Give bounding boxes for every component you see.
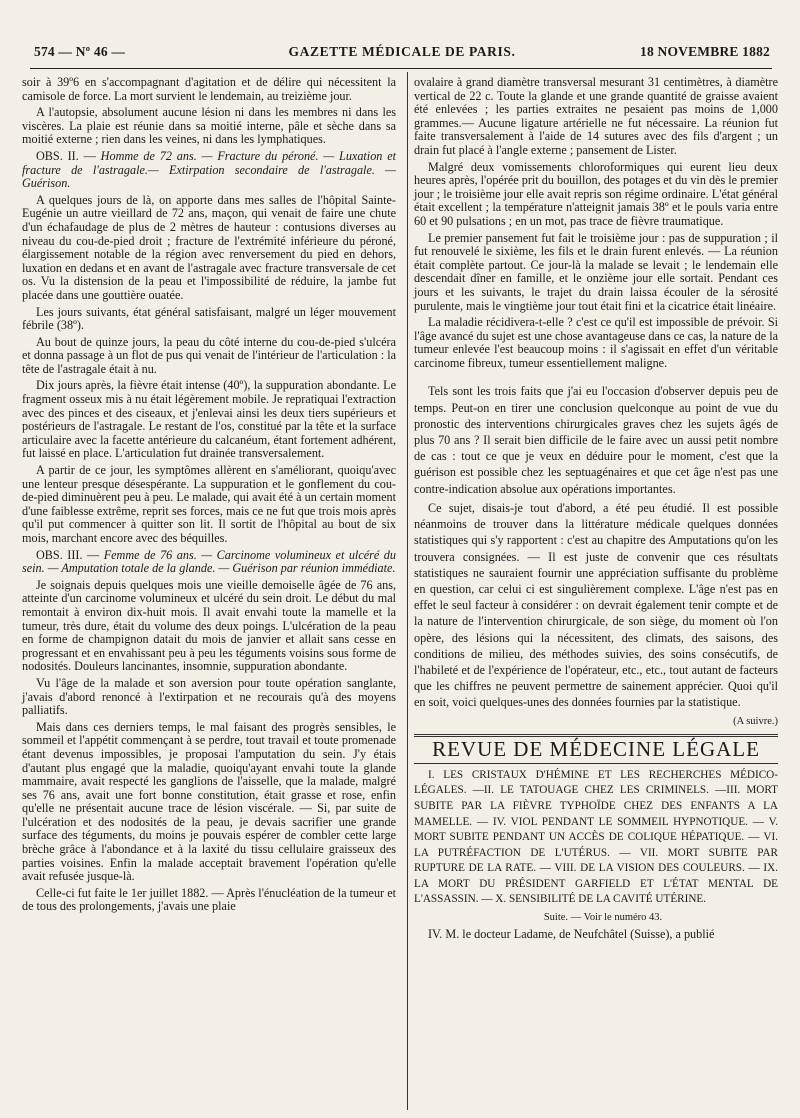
- paragraph: A partir de ce jour, les symptômes allèrent en s'améliorant, quoiqu'avec une lenteur presque désespérante. La suppuration et le gonflement du cou-de-pied diminuèrent peu à peu. Le malade, qui avait été à un certain moment d'une faiblesse extrême, reprit ses forces, mais ce ne fut que trois mois après qu'il put commencer à quitter son lit. Il sortit de l'hôpital au bout de six mois, marchant encore avec des béquilles.: [22, 463, 396, 545]
- paragraph: A quelques jours de là, on apporte dans mes salles de l'hôpital Sainte-Eugénie un autre vieillard de 72 ans, maçon, qui venait de faire une chute d'un échafaudage de plus de 2 mètres de hauteur : contusions diverses au niveau du cou-de-pied droit ; fracture de l'extrémité inférieure du péroné, élargissement notable de la région avec renversement du pied en dehors, luxation en dedans et en avant de l'astragale avec fracture transversale de cet os. Vu la distension de la peau et l'impossibilité de réduire, la jambe fut placée dans une gouttière ouatée.: [22, 192, 396, 302]
- suite-note: Suite. — Voir le numéro 43.: [543, 912, 663, 924]
- paragraph: Je soignais depuis quelques mois une vieille demoiselle âgée de 76 ans, atteinte d'un carcinome volumineux et ulcéré du sein droit. Le début du mal remontait à environ dix-huit mois. Il avait envahi toute la mamelle et la tumeur, très dure, était du volume des deux poings. L'ulcération de la peau en forme de champignon datait du mois de janvier et allait sans cesse en progressant et en envahissant peu à peu les téguments voisins sous forme de nodosités. Douleurs lancinantes, insomnie, suppuration abondante.: [22, 577, 396, 674]
- paragraph: Mais dans ces derniers temps, le mal faisant des progrès sensibles, le sommeil et l'appétit commençant à se perdre, tout travail et toute promenade étant devenus impossibles, je proposai l'amputation du sein. J'y étais d'autant plus engagé que la maladie, quoiqu'ayant envahi toute la glande mammaire, avait respecté les ganglions de l'aisselle, que la malade, malgré ses 76 ans, avait une fort bonne constitution, était grasse et rose, enfin qu'elle ne présentait aucune trace de lésion viscérale. — Si, par suite de l'ulcération et des nodosités de la peau, je devais sacrifier une grande surface des téguments, du moins je pouvais espérer de combler cette large brèche grâce à l'abondance et à la laxité du tissu cellulaire graisseux des parties voisines. Enfin la malade acceptait bravement l'opération qu'elle avait refusée jusque-là.: [22, 719, 396, 884]
- observation-title: Homme de 72 ans. — Fracture du péroné. — Luxation et fracture de l'astragale.— Extirpation secondaire de l'astragale. — Guérison.: [22, 148, 397, 191]
- page-number: 574 — Nº 46 —: [34, 44, 126, 59]
- journal-title: GAZETTE MÉDICALE DE PARIS.: [288, 44, 516, 59]
- observation-heading: [22, 549, 396, 576]
- paragraph: A l'autopsie, absolument aucune lésion ni dans les membres ni dans les viscères. La plaie est réunie dans sa moitié interne, pâle et sèche dans sa moitié externe ; rien dans les veines, ni dans les lymphatiques.: [22, 105, 396, 147]
- observation-heading: [22, 150, 396, 191]
- column-divider: [407, 72, 408, 1110]
- observation-title: Femme de 76 ans. — Carcinome volumineux et ulcéré du sein. — Amputation totale de la glande. — Guérison par réunion immédiate.: [22, 547, 396, 576]
- left-column: [22, 76, 396, 917]
- paragraph: Au bout de quinze jours, la peau du côté interne du cou-de-pied s'ulcéra et donna passage à un flot de pus qui venait de l'intérieur de l'articulation : la tête de l'astragale était à nu.: [22, 334, 396, 376]
- issue-date: 18 NOVEMBRE 1882: [640, 44, 770, 59]
- paragraph: Tels sont les trois faits que j'ai eu l'occasion d'observer depuis peu de temps. Peut-on en tirer une conclusion quelconque au point de vue du pronostic des interventions chirurgicales graves chez les sujets âgés de plus 70 ans ? Il serait bien difficile de le faire avec un aussi petit nombre de cas : tout ce que je veux en déduire pour le moment, c'est que la guérison est possible chez les septuagénaires et que cet âge n'est pas une contre-indication absolue aux opérations importantes.: [414, 384, 778, 496]
- paragraph: Celle-ci fut faite le 1er juillet 1882. — Après l'énucléation de la tumeur et de tous des prolongements, j'avais une plaie: [22, 885, 396, 914]
- section-contents: I. LES CRISTAUX D'HÉMINE ET LES RECHERCHES MÉDICO-LÉGALES. —II. LE TATOUAGE CHEZ LES CRIMINELS. —III. MORT SUBITE PAR LA FIÈVRE TYPHOÏDE CHEZ DES ENFANTS A LA MAMELLE. — IV. VIOL PENDANT LE SOMMEIL HYPNOTIQUE. — V. MORT SUBITE PENDANT UN ACCÈS DE COLIQUE HÉPATIQUE. — VI. LA PUTRÉFACTION DE L'UTÉRUS. — VII. MORT SUBITE PAR RUPTURE DE LA RATE. — VIII. DE LA VISION DES COULEURS. — IX. LA MORT DU PRÉSIDENT GARFIELD ET L'ÉTAT MENTAL DE L'ASSASSIN. — X. SENSIBILITÉ DE LA CAVITÉ UTÉRINE.: [414, 768, 778, 906]
- right-column: [414, 76, 778, 944]
- paragraph: Dix jours après, la fièvre était intense (40º), la suppuration abondante. Le fragment osseux mis à nu était légèrement mobile. Je repratiquai l'extraction avec des pinces et des ciseaux, et j'enlevai ainsi les deux tiers supérieurs et postérieurs de l'astragale. Le restant de l'os, constitué par la tête et la surface articulaire avec la facette antérieure du calcanéum, étant fortement adhérent, fut laissé en place. L'articulation fut drainée transversalement.: [22, 378, 396, 461]
- paragraph: IV. M. le docteur Ladame, de Neufchâtel (Suisse), a publié: [428, 926, 715, 941]
- paragraph: Ce sujet, disais-je tout d'abord, a été peu étudié. Il est possible néanmoins de trouver dans la littérature médicale quelques données statistiques qui s'y rapportent : c'est au chapitre des Amputations qu'on les trouvera consignées. — Il est juste de convenir que ces résultats statistiques ne sauraient fournir une appréciation suffisante du problème en question, car celui ci est singulièrement complexe. L'âge n'est pas en effet le seul facteur à considérer : on devrait également tenir compte et de la nature de l'intervention chirurgicale, de son siège, du moment où l'on opère, des lésions qui la nécessitent, des climats, des saisons, des conditions de milieu, des méthodes suivies, des soins consécutifs, de l'habileté et de l'expérience de l'opérateur, etc., etc., tout autant de facteurs que les chiffres ne peuvent permettre de sainement apprécier. Quoi qu'il en soit, voici quelques-unes des données fournies par la statistique.: [414, 500, 778, 710]
- header-rule: [30, 68, 772, 69]
- page-header: [34, 44, 770, 66]
- section-title: REVUE DE MÉDECINE LÉGALE: [432, 737, 760, 762]
- paragraph: soir à 39º6 en s'accompagnant d'agitation et de délire qui nécessitent la camisole de force. La mort survient le lendemain, au treizième jour.: [22, 75, 396, 103]
- paragraph: Le premier pansement fut fait le troisième jour : pas de suppuration ; il fut renouvelé le sixième, les fils et le drain furent enlevés. — La réunion était complète partout. Ce jour-là la malade se levait ; le lendemain elle descendait dîner en famille, et le onzième jour elle sortait. Pendant ces jours et les suivants, le trajet du drain laissa écouler de la sérosité purulente, mais le vingtième jour tout était fini et la cicatrice était linéaire.: [414, 230, 778, 313]
- paragraph: Les jours suivants, état général satisfaisant, malgré un léger mouvement fébrile (38º).: [22, 304, 396, 333]
- section-rule: [414, 763, 778, 764]
- paragraph: ovalaire à grand diamètre transversal mesurant 31 centimètres, à diamètre vertical de 22 c. Toute la glande et une grande quantité de graisse avaient été enlevées ; les parties extraites ne pesaient pas moins de 1,000 grammes.— Aucune ligature artérielle ne fut nécessaire. La réunion fut faite transversalement à l'aide de 14 sutures avec des fils d'argent ; un drain fut placé à l'angle externe ; pansement de Lister.: [414, 75, 778, 157]
- a-suivre-note: (A suivre.): [733, 715, 778, 727]
- paragraph: Malgré deux vomissements chloroformiques qui eurent lieu deux heures après, l'opérée prit du bouillon, des potages et du vin dès le premier jour ; le troisième jour elle avait repris son régime ordinaire. L'état général était excellent ; la température n'atteignit jamais 38º et le pouls varia entre 60 et 90 pulsations ; en un mot, pas trace de fièvre traumatique.: [414, 159, 778, 228]
- paragraph: Vu l'âge de la malade et son aversion pour toute opération sanglante, j'avais d'abord renoncé à l'extirpation et ne recourais qu'à des moyens palliatifs.: [22, 675, 396, 718]
- paragraph: La maladie récidivera-t-elle ? c'est ce qu'il est impossible de prévoir. Si l'âge avancé du sujet est une chose avantageuse dans ce cas, la nature de la tumeur enlevée l'est beaucoup moins : il s'agissait en effet d'un véritable carcinome fibreux, tumeur essentiellement maligne.: [414, 315, 778, 370]
- observation-label: OBS. III. —: [36, 547, 100, 562]
- observation-label: OBS. II. —: [36, 148, 96, 163]
